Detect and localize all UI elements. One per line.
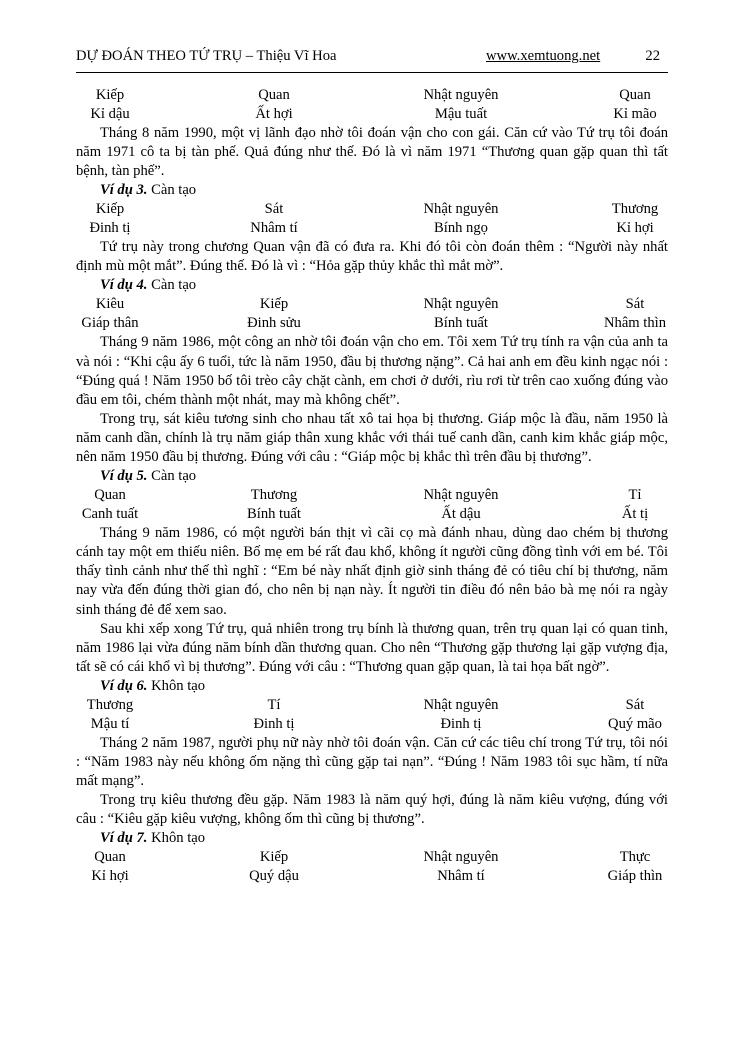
pillars-table xyxy=(76,486,668,524)
pillar-cell: Kiếp xyxy=(259,296,289,313)
pillars-stem-branch-row xyxy=(76,867,668,886)
paragraph: Tháng 9 năm 1986, một công an nhờ tôi đoán vận cho em. Tôi xem Tứ trụ tính ra vận của anh ta và nói : “Khi cậu ấy 6 tuổi, tức là năm 1950, đầu bị thương nặng”. Cả hai anh em đều kinh ngạc nói : “Đúng quá ! Năm 1950 bố tôi trèo cây chặt cành, em chơi ở dưới, rìu rơi từ trên cao xuống đúng vào đầu em tôi, chém thành một nhát, may mà không chết”. xyxy=(76,334,668,408)
paragraph: Trong trụ kiêu thương đều gặp. Năm 1983 là năm quý hợi, đúng là năm kiêu vượng, đúng với câu : “Kiêu gặp kiêu vượng, không ốm thì cũng bị thương”. xyxy=(76,792,668,828)
pillars-role-row xyxy=(76,295,668,314)
pillars-table xyxy=(76,848,668,886)
pillar-cell: Quan xyxy=(94,487,126,504)
page-header xyxy=(76,46,668,73)
pillars-role-row xyxy=(76,696,668,715)
pillar-cell: Canh tuất xyxy=(81,506,139,523)
pillar-cell: Quan xyxy=(619,87,651,103)
pillar-cell: Mậu tí xyxy=(90,715,130,732)
pillar-cell: Đinh tị xyxy=(440,715,482,732)
pillar-cell: Nhật nguyên xyxy=(423,87,499,103)
pillars-role-row xyxy=(76,200,668,219)
pillar-cell: Đinh sửu xyxy=(247,315,301,332)
pillar-cell: Quan xyxy=(258,87,290,103)
chart-gender: Càn tạo xyxy=(151,277,197,294)
pillars-stem-branch-row xyxy=(76,314,668,333)
pillar-cell: Sát xyxy=(264,201,284,218)
pillars-stem-branch-row xyxy=(76,219,668,238)
pillar-cell: Nhâm tí xyxy=(250,220,298,237)
example-heading xyxy=(76,276,668,295)
paragraph: Sau khi xếp xong Tứ trụ, quả nhiên trong trụ bính là thương quan, trên trụ quan lại có quan tinh, năm 1986 lại vừa đúng năm bính dần thương quan. Cho nên “Thương gặp thương lại gặp vượng địa, tất sẽ có cái khổ vì bị thương”. Đúng với câu : “Thương quan gặp quan, là tai họa bất ngờ”. xyxy=(76,620,668,675)
pillar-cell: Bính tuất xyxy=(247,506,301,523)
pillar-cell: Thương xyxy=(611,201,659,218)
chart-gender: Khôn tạo xyxy=(151,677,206,694)
pillars-table xyxy=(76,295,668,333)
example-heading xyxy=(76,181,668,200)
example-heading xyxy=(76,677,668,696)
pillar-cell: Nhật nguyên xyxy=(423,296,499,313)
chart-gender: Càn tạo xyxy=(151,182,197,199)
pillar-cell: Nhâm thìn xyxy=(603,315,667,332)
pillar-cell: Bính tuất xyxy=(434,315,488,332)
paragraph: Tứ trụ này trong chương Quan vận đã có đưa ra. Khi đó tôi còn đoán thêm : “Người này nhất định mù một mắt”. Đúng thế. Đó là vì : “Hỏa gặp thủy khắc thì mắt mờ”. xyxy=(76,239,668,275)
pillar-cell: Mậu tuất xyxy=(434,106,488,122)
pillars-role-row xyxy=(76,86,668,105)
pillar-cell: Quan xyxy=(94,849,126,866)
pillar-cell: Kiếp xyxy=(95,201,125,218)
pillars-stem-branch-row xyxy=(76,715,668,734)
paragraph: Tháng 8 năm 1990, một vị lãnh đạo nhờ tôi đoán vận cho con gái. Căn cứ vào Tứ trụ tôi đoán năm 1971 cô ta bị tàn phế. Quả đúng như thế. Đó là vì năm 1971 “Thương quan gặp quan thì tất bệnh, tàn phế”. xyxy=(76,125,668,180)
pillar-cell: Giáp thân xyxy=(81,315,139,332)
pillar-cell: Tí xyxy=(267,696,281,713)
pillars-role-row xyxy=(76,486,668,505)
pillar-cell: Thực xyxy=(619,849,651,866)
paragraph: Tháng 2 năm 1987, người phụ nữ này nhờ tôi đoán vận. Căn cứ các tiêu chí trong Tứ trụ, tôi nói : “Năm 1983 này nếu không ốm nặng thì cũng gặp tai nạn”. “Đúng ! Năm 1983 tôi sục hầm, tí nữa mất mạng”. xyxy=(76,734,668,790)
pillars-stem-branch-row xyxy=(76,105,668,124)
pillar-cell: Đinh tị xyxy=(253,715,295,732)
pillar-cell: Nhật nguyên xyxy=(423,487,499,504)
example-heading xyxy=(76,467,668,486)
pillar-cell: Ất tị xyxy=(621,506,649,523)
pillar-cell: Sát xyxy=(625,696,645,713)
pillar-cell: Kiêu xyxy=(95,296,125,313)
pillar-cell: Quý mão xyxy=(608,715,662,732)
pillar-cell: Kỉ mão xyxy=(613,106,657,122)
pillar-cell: Nhật nguyên xyxy=(423,849,499,866)
pillar-cell: Ất dậu xyxy=(441,506,481,523)
pillars-table xyxy=(76,200,668,238)
pillars-table xyxy=(76,696,668,734)
example-number: Ví dụ 3. xyxy=(100,182,148,199)
pillar-cell: Ất hợi xyxy=(255,106,293,122)
website-link[interactable]: www.xemtuong.net xyxy=(486,48,601,64)
pillar-cell: Tỉ xyxy=(628,487,642,504)
example-heading xyxy=(76,829,668,848)
pillar-cell: Kiếp xyxy=(259,849,289,866)
pillar-cell: Nhật nguyên xyxy=(423,696,499,713)
chart-gender: Càn tạo xyxy=(151,468,197,485)
pillar-cell: Giáp thìn xyxy=(607,868,663,885)
pillars-stem-branch-row xyxy=(76,505,668,524)
pillar-cell: Kỉ dậu xyxy=(90,106,130,122)
example-number: Ví dụ 5. xyxy=(100,468,148,485)
pillar-cell: Nhâm tí xyxy=(437,868,485,885)
pillar-cell: Đinh tị xyxy=(89,220,131,237)
pillar-cell: Quý dậu xyxy=(249,868,299,885)
pillar-cell: Sát xyxy=(625,296,645,313)
pillars-table xyxy=(76,86,668,124)
pillar-cell: Thương xyxy=(250,487,298,504)
paragraph: Trong trụ, sát kiêu tương sinh cho nhau tất xô tai họa bị thương. Giáp mộc là đầu, năm 1950 là năm canh dần, chính là trụ năm giáp thân xung khắc với thái tuế canh dần, canh kim khắc giáp mộc, nên năm 1950 đầu bị thương. Đúng với câu : “Giáp mộc bị khắc thì trên đầu bị thương”. xyxy=(76,410,668,466)
example-number: Ví dụ 7. xyxy=(100,830,148,847)
pillar-cell: Nhật nguyên xyxy=(423,201,499,218)
pillar-cell: Kỉ hợi xyxy=(91,868,129,885)
pillar-cell: Kiếp xyxy=(95,87,125,103)
book-title: DỰ ĐOÁN THEO TỨ TRỤ – Thiệu Vĩ Hoa xyxy=(76,48,337,64)
example-number: Ví dụ 4. xyxy=(100,277,148,294)
page-body xyxy=(76,86,668,886)
paragraph: Tháng 9 năm 1986, có một người bán thịt vì cãi cọ mà đánh nhau, dùng dao chém bị thương cánh tay một em thiếu niên. Bố mẹ em bé rất đau khổ, không ít người cũng đồng tình với em bé. Tôi thấy tình cảnh như thế thì nghĩ : “Em bé này nhất định giờ sinh tháng đẻ có tiêu chí bị thương, năm nay vừa đến đúng thời gian đó, cho nên bị nạn này. Ít người tin điều đó nên bảo bà mẹ nói ra ngày sinh tháng đẻ để xem sao. xyxy=(76,525,668,618)
page-number: 22 xyxy=(645,48,660,64)
chart-gender: Khôn tạo xyxy=(151,830,206,847)
pillar-cell: Bính ngọ xyxy=(434,220,488,237)
pillar-cell: Thương xyxy=(86,696,134,713)
pillar-cell: Kỉ hợi xyxy=(616,220,654,237)
example-number: Ví dụ 6. xyxy=(100,677,148,694)
pillars-role-row xyxy=(76,848,668,867)
